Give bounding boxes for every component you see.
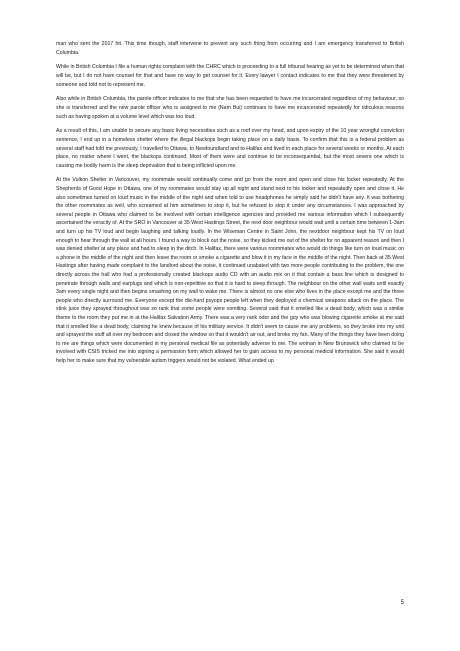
page-number: 5 (400, 600, 404, 606)
paragraph: As a result of this, I am unable to secure any basic living necessities such as a roof over my head, and upon expiry of the 10 year wrongful conviction sentence, I end up in a homeless shelter where the illegal blackops begin taking place on a daily basis. To confirm that this is a federal problem as several staff had told me previously, I travelled to Ottawa, to Newfoundland and to Halifax and lived in each place for several weeks or months. At each place, no matter where I went, the blackops continued. Most of them were and continue to be inconsequential, but the most severe one which is causing me bodily harm is the sleep deprivation that is being inflicted upon me. (56, 128, 404, 169)
paragraph: At the Vulkon Shelter in Vancouver, my roommate would continually come and go from the room and open and close his locker repeatedly. At the Shepherds of Good Hope in Ottawa, one of my roommates would stay up all night and stand next to his locker and repeatedly open and close it. He also sometimes turned on loud music in the middle of the night and when told to use headphones he simply said he didn't have any. It was bothering the other roommates as well, who screamed at him sometimes to stop it, but he refused to stop it under any circumstances. I was approached by several people in Ottawa who claimed to be involved with certain intelligence agencies and provided me various information which I subsequently ascertained the veracity of. At the SRO in Vancouver at 35 West Hastings Street, the next door neighbour would wait until a certain time between 1-3am and turn up his TV loud and begin laughing and talking loudly. In the Wiseman Centre in Saint John, the nextdoor neighbour kept his TV on loud enough to hear through the wall at all hours. I found a way to block out the noise, so they kicked me out of the shelter for no apparent reason and then I was denied shelter at any place and had to sleep in the ditch. In Halifax, there were various roommates who would do things like turn on loud music on a phone in the middle of the night and then leave the room or smoke a cigarette and blow it in my face in the middle of the night. Then back at 35 West Hastings after having made complaint to the landlord about the noise, it continued unabated with two more people contributing to the problem, the one directly across the hall who had a professionally created blackops audio CD with an audio mix on it that contain a bass line which is designed to penetrate through walls and earplugs and which is non-repetitive so that it is hard to sleep through. The neighbour on the other wall waits until exactly 3am every single night and then begins smashing on my wall to wake me. There is almost no one else who lives in the place except me and the three people who directly surround me. Everyone except the die-hard psyops people left when they deployed a chemical weapons attack on the place. The stink juice they sprayed throughout was so rank that some people were vomiting. Several said that it smelled like a dead body, which was a similar theme to the room they put me in at the Halifax Salvation Army. There was a very rank odor and the guy who was blowing cigarette smoke at me said that it smelled like a dead body, claiming he knew because of his military service. It didn't seem to cause me any problems, so they broke into my unit and sprayed the stuff all over my bedroom and closed the window so that it wouldn't air out, and broke my fan. Many of the things they have been doing to me are things which were documented in my personal medical file as potentially adverse to me. The woman in New Brunswick who claimed to be involved with CSIS tricked me into signing a permission form which allowed her to gain access to my personal medical information. She said it would help her to make sure that my vulnerable autism triggers would not be violated. What ended up (56, 177, 404, 364)
document-body (56, 40, 404, 372)
paragraph: Also while in British Columbia, the parole officer indicates to me that she has been requested to have me incarcerated regardless of my behaviour, so she is transferred and the new parole officer who is assigned to me (Nam Bui) continues to have me incarcerated repeatedly for ridiculous reasons such as having spoken at a volume level which was too loud. (56, 96, 404, 120)
paragraph: While in British Columbia I file a human rights complaint with the CHRC which is proceeding to a full tribunal hearing as yet to be determined when that will be, but I do not have counsel for that and have no way to get counsel for it. Every lawyer I contact indicates to me that they were threatened by someone and told not to represent me. (56, 64, 404, 88)
paragraph: man who sent the 2017 hit. This time though, staff intervene to prevent any such thing from occurring and I am emergency transferred to British Columbia. (56, 41, 404, 56)
